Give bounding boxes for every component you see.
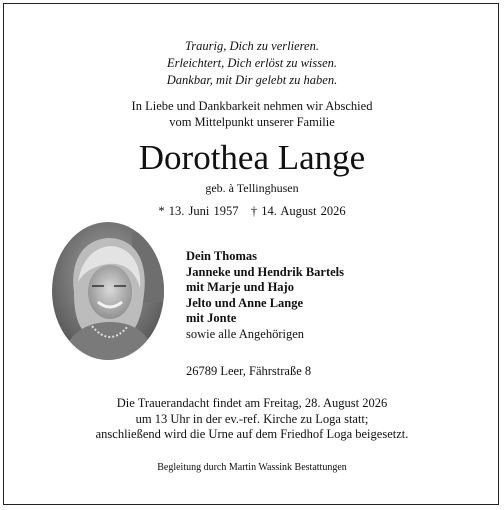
poem-line: Erleichtert, Dich erlöst zu wissen.: [166, 56, 338, 70]
intro-line: In Liebe und Dankbarkeit nehmen wir Abschied: [131, 99, 373, 113]
maiden-name: geb. à Tellinghusen: [205, 181, 299, 195]
mourner-entry: Jelto und Anne Lange: [186, 295, 304, 310]
service-line: anschließend wird die Urne auf dem Friedhof Loga beigesetzt.: [95, 427, 409, 441]
family-address: 26789 Leer, Fährstraße 8: [186, 364, 312, 378]
mourners-list: [186, 249, 344, 342]
service-line: Die Trauerandacht findet am Freitag, 28. August 2026: [116, 396, 388, 410]
funeral-home-credit: Begleitung durch Martin Wassink Bestattungen: [157, 462, 347, 473]
poem-line: Dankbar, mit Dir gelebt zu haben.: [166, 73, 338, 87]
mourner-entry: mit Jonte: [186, 311, 237, 325]
portrait-photo: [52, 222, 164, 360]
mourner-entry: Janneke und Hendrik Bartels: [186, 264, 345, 279]
mourners-relatives: sowie alle Angehörigen: [186, 326, 305, 341]
intro-text: [0, 98, 504, 130]
life-dates: [0, 203, 504, 219]
mourner-entry: mit Marje und Hajo: [186, 280, 294, 294]
birth-date: * 13. Juni 1957: [158, 204, 239, 218]
funeral-service-info: [0, 396, 504, 443]
poem-verse: [0, 38, 504, 89]
deceased-name: Dorothea Lange: [138, 138, 366, 177]
poem-line: Traurig, Dich zu verlieren.: [185, 39, 319, 53]
mourner-entry: Dein Thomas: [186, 249, 257, 263]
service-line: um 13 Uhr in der ev.-ref. Kirche zu Loga statt;: [135, 411, 369, 426]
intro-line: vom Mittelpunkt unserer Familie: [169, 115, 335, 129]
death-date: † 14. August 2026: [250, 204, 346, 218]
